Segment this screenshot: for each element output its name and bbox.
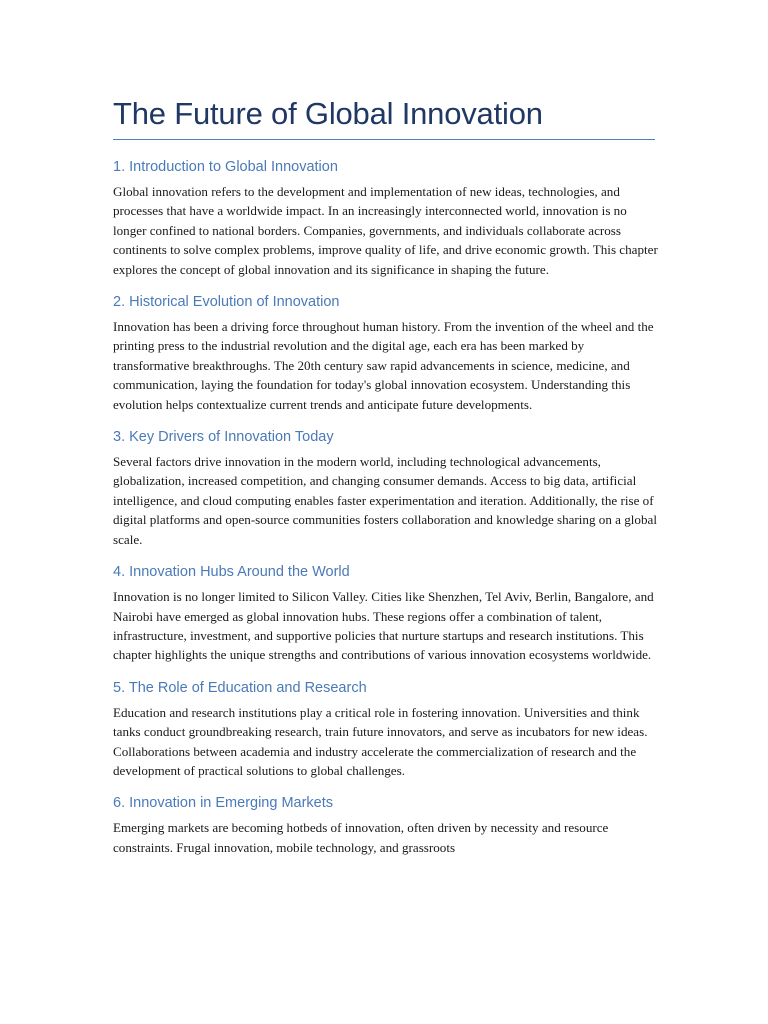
section-heading: 1. Introduction to Global Innovation (113, 159, 338, 175)
document-page (113, 92, 658, 871)
section-heading: 3. Key Drivers of Innovation Today (113, 429, 334, 446)
section-innovation-hubs (113, 563, 658, 665)
section-education-research (113, 679, 658, 781)
section-paragraph: Emerging markets are becoming hotbeds of innovation, often driven by necessity and resource constraints. Frugal innovation, mobile technology, and grassroots (113, 820, 609, 855)
section-emerging-markets (113, 794, 658, 857)
section-paragraph: Several factors drive innovation in the modern world, including technological advancements, globalization, increased competition, and changing consumer demands. Access to big data, artificial intelligence, and cloud computing enables faster experimentation and iteration. Additionally, the rise of digital platforms and open-source communities fosters collaboration and knowledge sharing on a global scale. (113, 454, 657, 547)
section-paragraph: Global innovation refers to the development and implementation of new ideas, technologies, and processes that have a worldwide impact. In an increasingly interconnected world, innovation is no longer confined to national borders. Companies, governments, and individuals collaborate across continents to solve complex problems, improve quality of life, and drive economic growth. This chapter explores the concept of global innovation and its significance in shaping the future. (113, 184, 658, 277)
section-paragraph: Education and research institutions play a critical role in fostering innovation. Universities and think tanks conduct groundbreaking research, train future innovators, and serve as incubators for new ideas. Collaborations between academia and industry accelerate the commercialization of research and the development of practical solutions to global challenges. (113, 704, 648, 778)
section-heading: 4. Innovation Hubs Around the World (113, 564, 350, 581)
section-heading: 5. The Role of Education and Research (113, 679, 367, 696)
section-heading: 6. Innovation in Emerging Markets (113, 795, 334, 812)
document-title: The Future of Global Innovation (113, 96, 543, 131)
section-paragraph: Innovation is no longer limited to Silicon Valley. Cities like Shenzhen, Tel Aviv, Berlin, Bangalore, and Nairobi have emerged as global innovation hubs. These regions offer a combination of talent, infrastructure, investment, and supportive policies that nurture startups and research institutions. This chapter highlights the unique strengths and contributions of various innovation ecosystems worldwide. (113, 589, 654, 663)
section-historical-evolution (113, 293, 658, 414)
section-paragraph: Innovation has been a driving force throughout human history. From the invention of the wheel and the printing press to the industrial revolution and the digital age, each era has been marked by transformative breakthroughs. The 20th century saw rapid advancements in science, medicine, and communication, laying the foundation for today's global innovation ecosystem. Understanding this evolution helps contextualize current trends and anticipate future developments. (113, 319, 654, 412)
section-heading: 2. Historical Evolution of Innovation (113, 294, 340, 311)
section-key-drivers (113, 428, 658, 549)
title-divider (113, 139, 655, 140)
section-introduction (113, 158, 658, 279)
